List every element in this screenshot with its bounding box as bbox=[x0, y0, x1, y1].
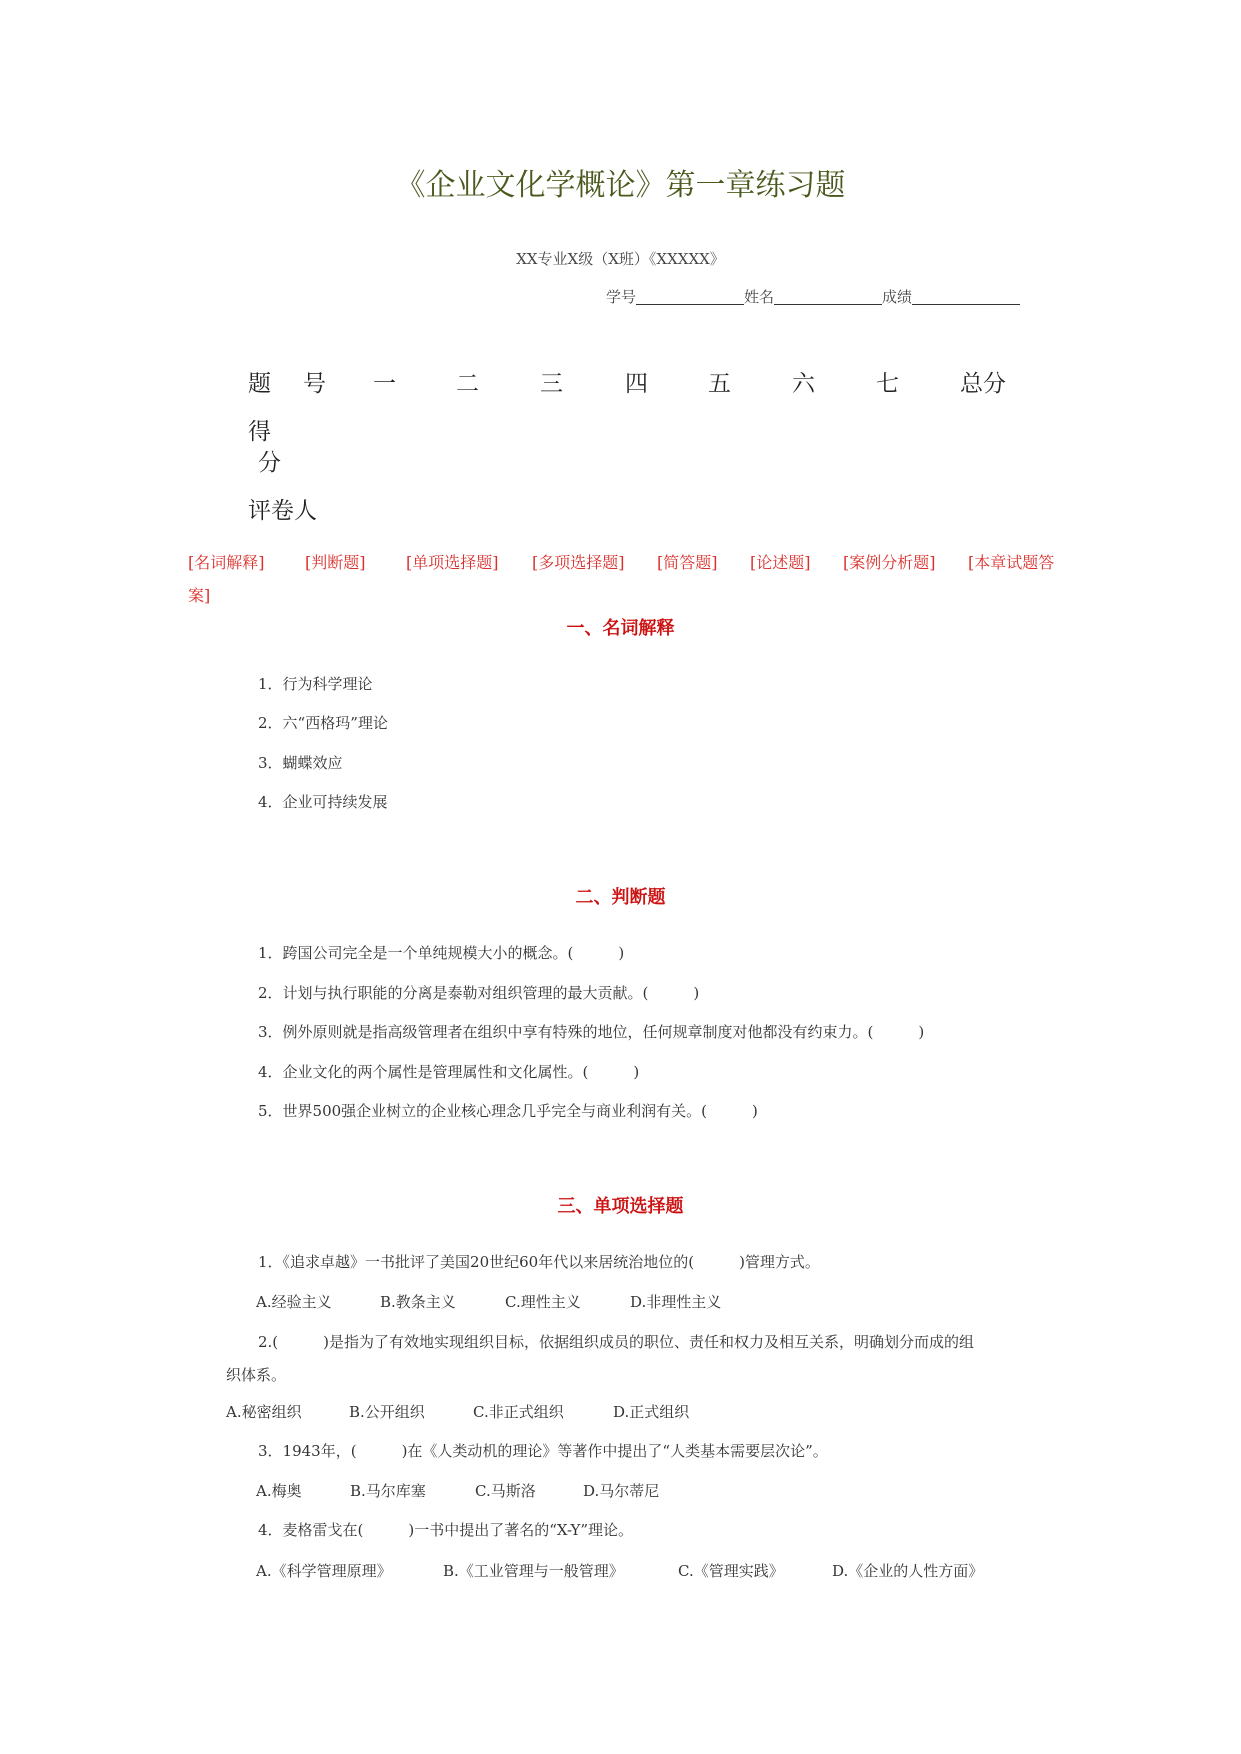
score-header-cell: 题 bbox=[248, 371, 271, 397]
class-subtitle: XX专业X级（X班）《XXXXX》 bbox=[516, 250, 725, 268]
nav-link-multi-choice[interactable]: [多项选择题] bbox=[532, 553, 625, 572]
choice-option: B.教条主义 bbox=[380, 1293, 456, 1311]
nav-link-single-choice[interactable]: [单项选择题] bbox=[406, 553, 499, 572]
choice-option: B.马尔库塞 bbox=[350, 1482, 426, 1500]
choice-option: D.正式组织 bbox=[613, 1403, 690, 1421]
score-header-cell: 二 bbox=[456, 371, 479, 397]
student-id-label: 学号 bbox=[606, 288, 637, 306]
choice-option: B.《工业管理与一般管理》 bbox=[443, 1562, 624, 1580]
true-false-item: 2．计划与执行职能的分离是泰勒对组织管理的最大贡献。( ) bbox=[258, 984, 700, 1002]
score-row-label: 得 bbox=[248, 419, 271, 445]
nav-link-essay[interactable]: [论述题] bbox=[750, 553, 811, 572]
grade-label: 成绩 bbox=[882, 288, 913, 306]
choice-option: C.《管理实践》 bbox=[678, 1562, 784, 1580]
section-heading-true-false: 二、判断题 bbox=[575, 887, 666, 908]
term-item: 4．企业可持续发展 bbox=[258, 793, 388, 811]
true-false-item: 3．例外原则就是指高级管理者在组织中享有特殊的地位，任何规章制度对他都没有约束力。( ) bbox=[258, 1023, 925, 1041]
true-false-item: 5．世界500强企业树立的企业核心理念几乎完全与商业利润有关。( ) bbox=[258, 1102, 758, 1120]
name-label: 姓名 bbox=[744, 288, 775, 306]
score-header-cell: 七 bbox=[876, 371, 899, 397]
choice-option: C.理性主义 bbox=[505, 1293, 581, 1311]
score-header-cell: 号 bbox=[303, 371, 326, 397]
section-heading-term: 一、名词解释 bbox=[566, 618, 675, 639]
term-item: 1．行为科学理论 bbox=[258, 675, 373, 693]
nav-link-short-answer[interactable]: [简答题] bbox=[657, 553, 718, 572]
nav-link-answers-wrap[interactable]: 案] bbox=[188, 586, 211, 605]
choice-question: 4．麦格雷戈在( )一书中提出了著名的“X-Y”理论。 bbox=[258, 1521, 634, 1539]
choice-question-wrap: 织体系。 bbox=[226, 1366, 287, 1384]
nav-link-true-false[interactable]: [判断题] bbox=[305, 553, 366, 572]
student-info-line bbox=[606, 286, 1020, 307]
choice-option: D.马尔蒂尼 bbox=[583, 1482, 660, 1500]
grade-blank bbox=[912, 288, 1020, 305]
score-header-cell: 五 bbox=[708, 371, 731, 397]
choice-option: A.秘密组织 bbox=[226, 1403, 302, 1421]
score-row-label: 分 bbox=[258, 450, 281, 476]
true-false-item: 4．企业文化的两个属性是管理属性和文化属性。( ) bbox=[258, 1063, 640, 1081]
grader-row-label: 评卷人 bbox=[248, 498, 317, 524]
choice-option: D.非理性主义 bbox=[630, 1293, 722, 1311]
choice-question: 3．1943年，( )在《人类动机的理论》等著作中提出了“人类基本需要层次论”。 bbox=[258, 1442, 828, 1460]
true-false-item: 1．跨国公司完全是一个单纯规模大小的概念。( ) bbox=[258, 944, 625, 962]
choice-option: C.非正式组织 bbox=[473, 1403, 564, 1421]
score-header-cell: 四 bbox=[625, 371, 648, 397]
choice-option: B.公开组织 bbox=[349, 1403, 425, 1421]
score-header-cell: 总分 bbox=[960, 371, 1006, 397]
name-blank bbox=[774, 288, 882, 305]
choice-option: D.《企业的人性方面》 bbox=[832, 1562, 984, 1580]
score-header-cell: 一 bbox=[373, 371, 396, 397]
page-title: 《企业文化学概论》第一章练习题 bbox=[395, 168, 846, 203]
score-header-cell: 三 bbox=[540, 371, 563, 397]
score-header-cell: 六 bbox=[792, 371, 815, 397]
student-id-blank bbox=[636, 288, 744, 305]
choice-question: 2.( )是指为了有效地实现组织目标，依据组织成员的职位、责任和权力及相互关系，明确划分而成的组 bbox=[258, 1333, 975, 1351]
choice-option: A.《科学管理原理》 bbox=[256, 1562, 392, 1580]
choice-option: A.经验主义 bbox=[256, 1293, 332, 1311]
choice-option: C.马斯洛 bbox=[475, 1482, 536, 1500]
term-item: 3．蝴蝶效应 bbox=[258, 754, 343, 772]
nav-link-case-analysis[interactable]: [案例分析题] bbox=[843, 553, 936, 572]
choice-option: A.梅奥 bbox=[256, 1482, 302, 1500]
choice-question: 1．《追求卓越》一书批评了美国20世纪60年代以来居统治地位的( )管理方式。 bbox=[258, 1253, 820, 1271]
nav-link-answers[interactable]: [本章试题答 bbox=[968, 553, 1055, 572]
nav-link-term[interactable]: [名词解释] bbox=[188, 553, 265, 572]
section-heading-single-choice: 三、单项选择题 bbox=[557, 1196, 684, 1217]
term-item: 2．六“西格玛”理论 bbox=[258, 714, 388, 732]
